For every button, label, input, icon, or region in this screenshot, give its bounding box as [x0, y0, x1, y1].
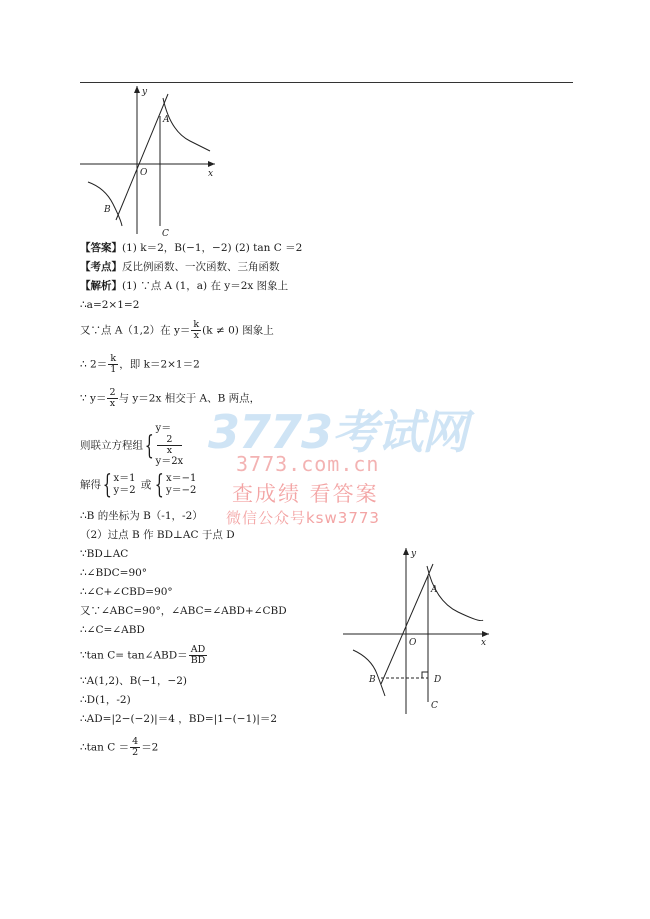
graph1-hyperbola-right	[163, 98, 210, 151]
line-k	[80, 354, 200, 375]
line-sys-pre: 则联立方程组	[80, 439, 143, 452]
line-final-post: ＝2	[141, 741, 159, 754]
line-b-coord: ∴B 的坐标为 B（-1，-2）	[80, 510, 203, 522]
frac-den: x	[109, 398, 116, 409]
graph1-hyperbola-left	[88, 182, 122, 226]
frac-den: 2	[132, 747, 139, 758]
line-ab-coord: ∵A(1,2)、B(−1，−2)	[80, 675, 188, 687]
graph2-label-a: A	[431, 585, 438, 595]
frac-den: BD	[190, 655, 206, 666]
watermark-logo: 3773考试网	[208, 405, 468, 459]
graph2-label-y: y	[411, 549, 417, 559]
brace: {	[144, 430, 154, 461]
frac-den: 1	[110, 364, 117, 375]
line-final-pre: ∴tan C ＝	[80, 741, 130, 754]
line-bdc: ∴∠BDC=90°	[80, 567, 148, 579]
graph1-label-c: C	[162, 229, 169, 238]
line-again-pre: 又∵点 A（1,2）在 y＝	[80, 324, 191, 337]
line-a-value: ∴a=2×1=2	[80, 299, 140, 311]
graph2-y-arrow	[403, 548, 409, 555]
line-inter-pre: ∵ y＝	[80, 392, 107, 405]
line-sol-pre: 解得	[80, 479, 101, 491]
graph2-hyperbola-left	[353, 650, 385, 696]
frac-num: 4	[132, 736, 139, 747]
graph1-x-arrow	[208, 161, 215, 167]
graph-2	[343, 546, 493, 716]
line-lengths: ∴AD=|2−(−2)|＝4 ，BD=|1−(−1)|＝2	[80, 713, 278, 725]
frac-k-over-x	[191, 320, 201, 341]
answer-body: (1) k＝2，B(−1，−2) (2) tan C ＝2	[122, 242, 303, 254]
sol1-y: y＝2	[113, 485, 136, 496]
watermark-url: 3773.com.cn	[236, 452, 380, 476]
frac-num: 2	[109, 387, 116, 398]
line-k-pre: ∴ 2＝	[80, 358, 108, 371]
line-angle-sum: ∴∠C+∠CBD=90°	[80, 586, 173, 598]
sol2-y: y＝−2	[165, 485, 197, 496]
jiexi-body: (1) ∵点 A (1，a) 在 y＝2x 图象上	[122, 280, 289, 292]
frac-k-over-1	[108, 354, 118, 375]
top-divider	[80, 82, 573, 83]
graph-1	[80, 86, 220, 238]
sol-or: 或	[140, 479, 152, 491]
graph2-label-o: O	[409, 638, 417, 648]
sys-eq1-pre: y＝	[155, 423, 172, 434]
sys-eq2: y＝2x	[155, 456, 184, 467]
jiexi-line	[80, 279, 288, 293]
frac-num: k	[193, 319, 200, 330]
brace: {	[102, 470, 112, 500]
frac-num: k	[108, 354, 118, 365]
graph2-x-arrow	[482, 631, 489, 637]
line-tan	[80, 645, 208, 666]
graph2-label-x: x	[481, 638, 487, 648]
graph2-label-d: D	[434, 675, 442, 685]
sys-eq1	[156, 423, 184, 456]
line-d-coord: ∴D(1，-2)	[80, 694, 131, 706]
answer-line	[80, 241, 302, 255]
line-system	[80, 423, 183, 468]
graph1-label-x: x	[208, 169, 214, 179]
line-c-abd: ∴∠C=∠ABD	[80, 624, 145, 636]
line-part2: （2）过点 B 作 BD⊥AC 于点 D	[80, 529, 235, 541]
frac-2-over-x	[107, 388, 117, 409]
line-solution	[80, 472, 196, 498]
sol2-x: x＝−1	[165, 473, 197, 484]
frac-ad-over-bd	[189, 645, 208, 666]
line-tan-pre: ∵tan C= tan∠ABD＝	[80, 649, 188, 662]
frac-den: x	[166, 445, 173, 456]
kaodian-line	[80, 260, 280, 274]
line-inter-post: 与 y＝2x 相交于 A、B 两点，	[118, 392, 261, 405]
line-again-post: (k ≠ 0) 图象上	[202, 324, 274, 337]
kaodian-body: 反比例函数、一次函数、三角函数	[122, 261, 280, 273]
frac-num: AD	[189, 645, 208, 656]
solution-2	[166, 473, 196, 497]
graph1-label-b: B	[104, 205, 111, 215]
graph2-right-angle	[422, 672, 428, 678]
jiexi-tag: 【解析】	[80, 280, 122, 292]
graph1-label-y: y	[142, 87, 148, 97]
sol1-x: x＝1	[113, 473, 136, 484]
frac-2-over-x-sys	[157, 435, 183, 456]
line-bd-perp: ∵BD⊥AC	[80, 548, 129, 560]
line-again	[80, 320, 274, 341]
line-k-post: ，即 k＝2×1＝2	[119, 358, 200, 371]
graph2-label-c: C	[431, 701, 438, 711]
graph1-label-o: O	[140, 168, 148, 178]
frac-den: x	[193, 330, 199, 341]
line-abc: 又∵∠ABC=90°，∠ABC=∠ABD+∠CBD	[80, 605, 287, 617]
kaodian-tag: 【考点】	[80, 261, 122, 273]
solution-1	[114, 473, 136, 497]
graph2-label-b: B	[369, 675, 376, 685]
equation-system	[156, 423, 184, 468]
frac-num: 2	[157, 435, 183, 446]
brace: {	[155, 470, 165, 500]
graph1-y-arrow	[134, 86, 140, 93]
answer-tag: 【答案】	[80, 242, 122, 254]
line-final	[80, 737, 158, 758]
graph1-label-a: A	[163, 115, 170, 125]
frac-4-over-2	[130, 737, 140, 758]
watermark-cta: 查成绩 看答案	[232, 482, 379, 506]
graph2-line-y2x	[381, 564, 433, 684]
watermark-wechat: 微信公众号ksw3773	[226, 509, 380, 527]
